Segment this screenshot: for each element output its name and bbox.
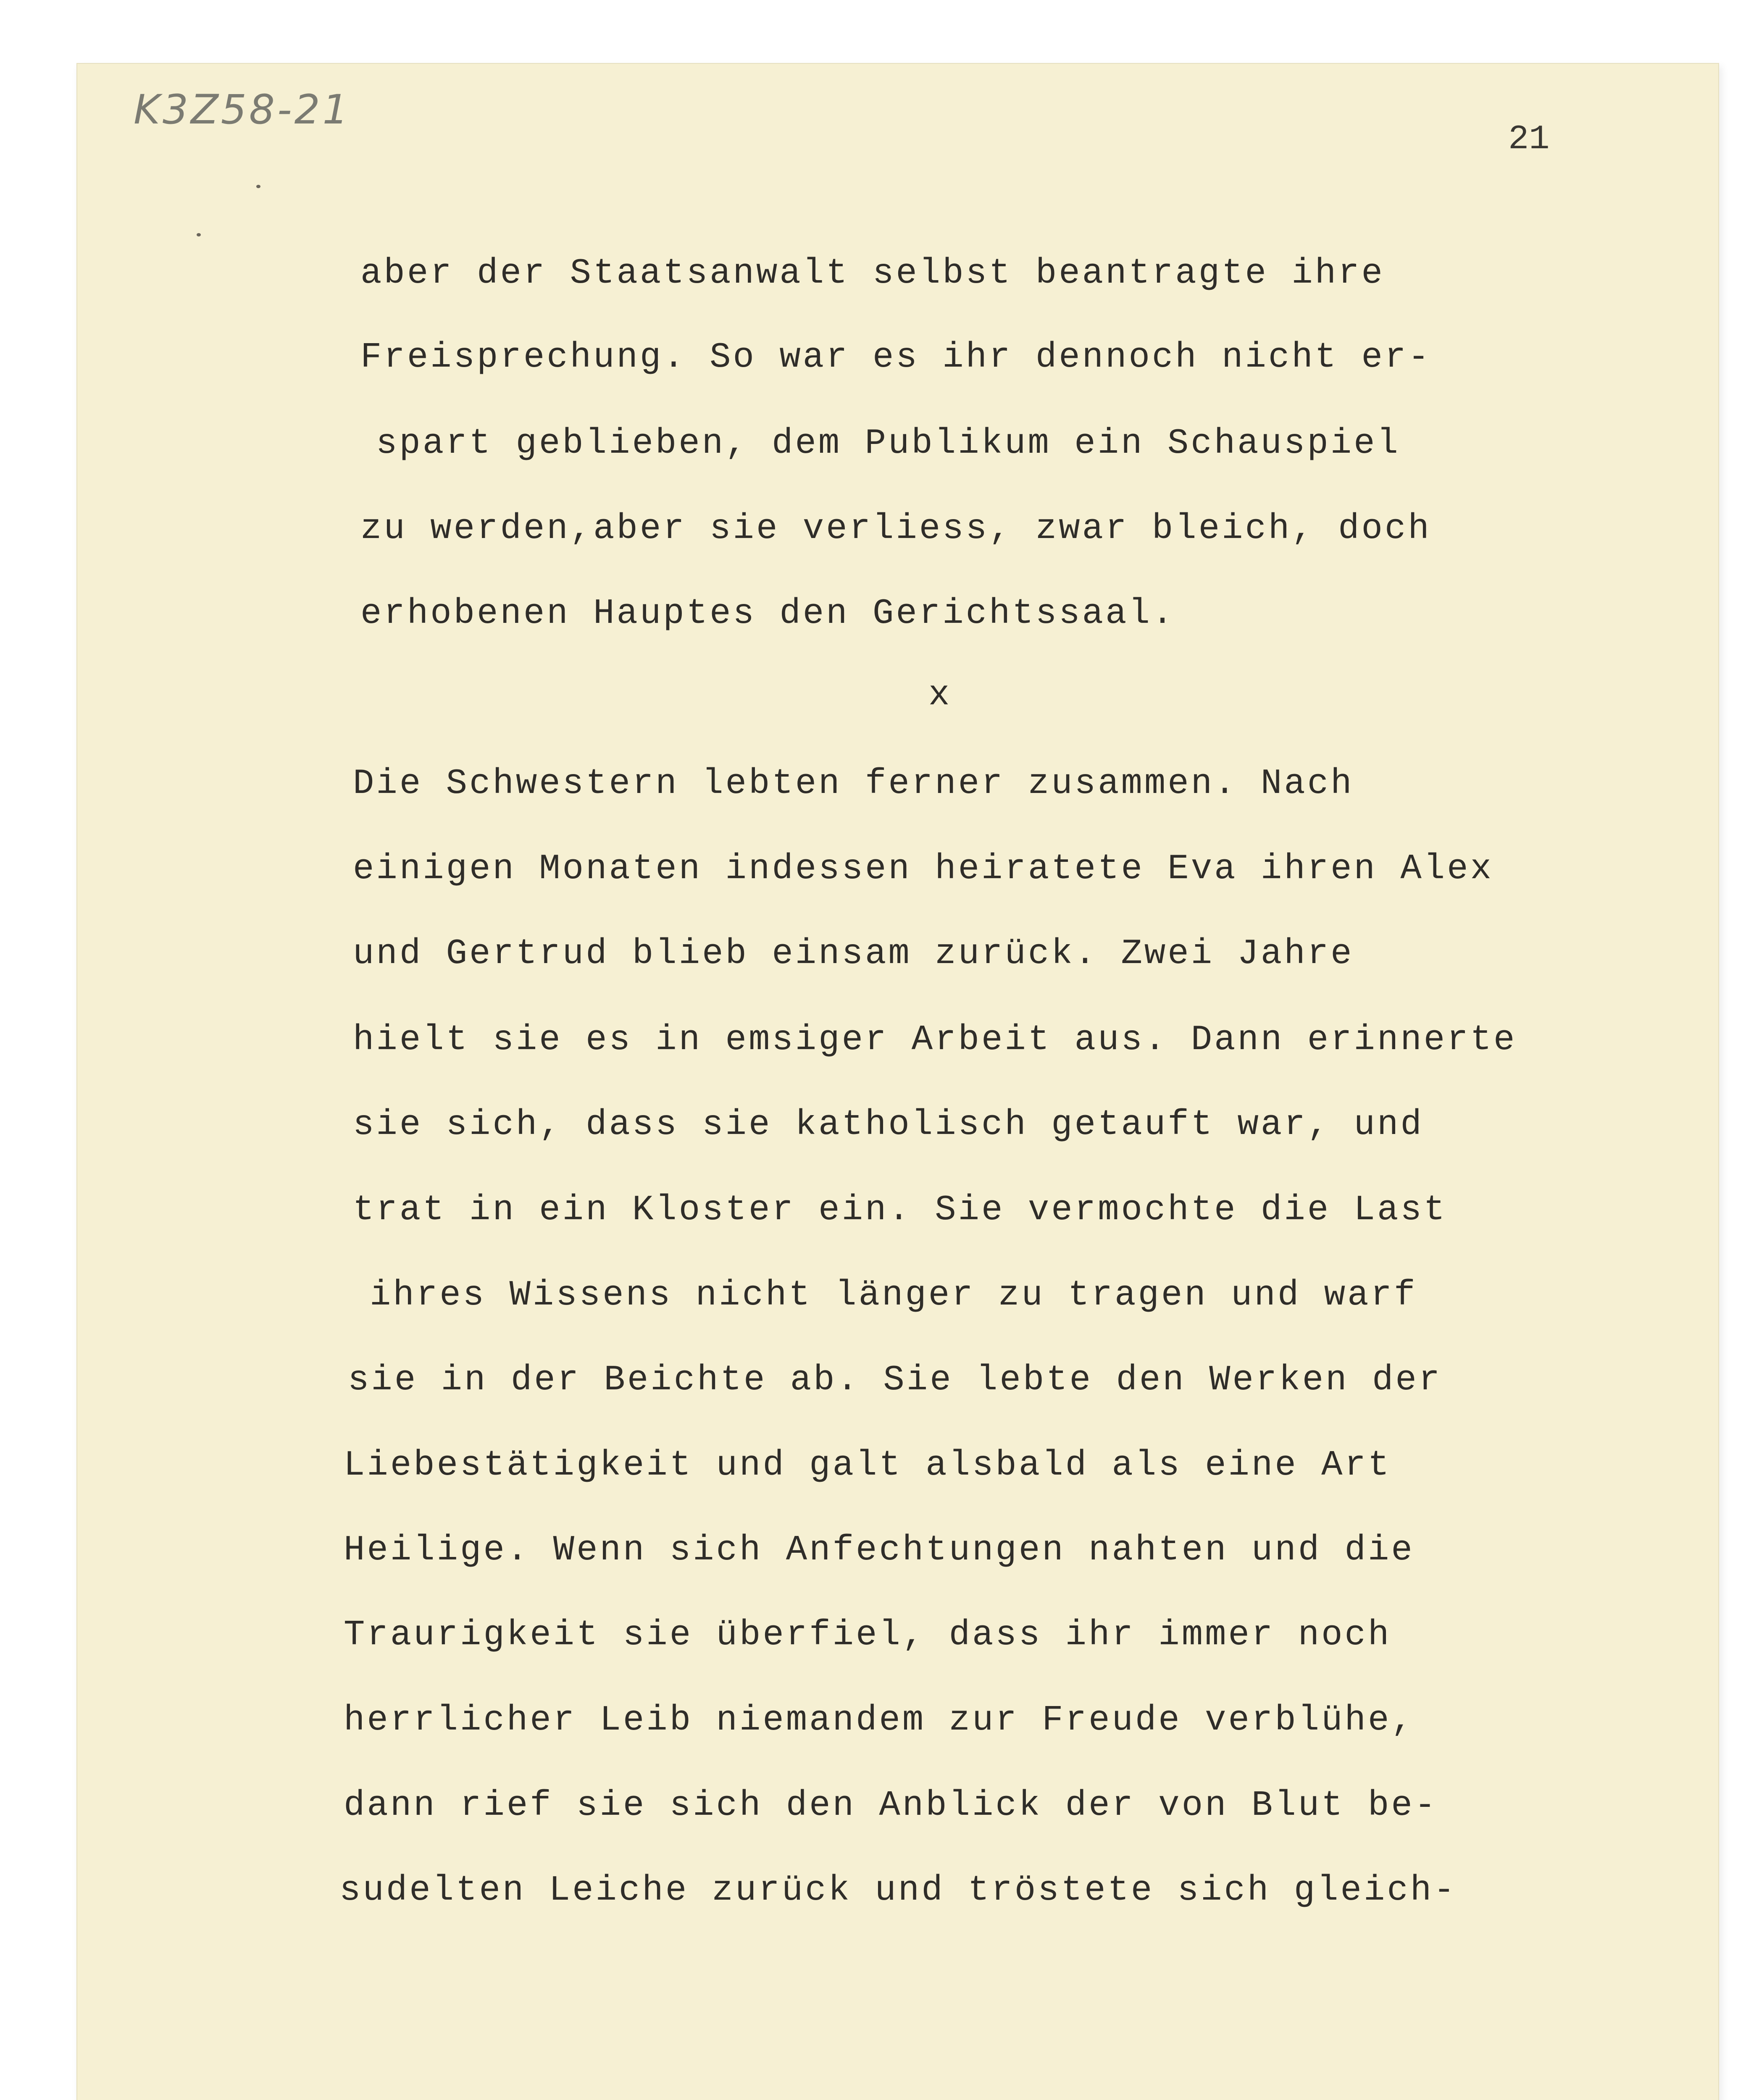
text-line: sie sich, dass sie katholisch getauft war, und — [353, 1105, 1424, 1145]
text-line: spart geblieben, dem Publikum ein Schauspiel — [376, 424, 1400, 464]
text-line: erhobenen Hauptes den Gerichtssaal. — [360, 594, 1175, 634]
section-mark: x — [928, 675, 950, 715]
text-line: hielt sie es in emsiger Arbeit aus. Dann erinnerte — [353, 1020, 1517, 1060]
text-line: trat in ein Kloster ein. Sie vermochte die Last — [353, 1190, 1447, 1230]
archive-mark: K3Z58-21 — [134, 86, 351, 133]
text-line: sudelten Leiche zurück und tröstete sich gleich- — [339, 1871, 1457, 1911]
text-line: Die Schwestern lebten ferner zusammen. Nach — [353, 764, 1354, 804]
text-line: ihres Wissens nicht länger zu tragen und warf — [370, 1276, 1417, 1315]
text-line: zu werden,aber sie verliess, zwar bleich, doch — [360, 509, 1431, 549]
text-line: herrlicher Leib niemandem zur Freude verblühe, — [344, 1701, 1415, 1740]
text-line: Freisprechung. So war es ihr dennoch nicht er- — [360, 338, 1431, 378]
text-line: aber der Staatsanwalt selbst beantragte ihre — [360, 254, 1385, 294]
text-line: Heilige. Wenn sich Anfechtungen nahten und die — [344, 1530, 1415, 1570]
text-line: sie in der Beichte ab. Sie lebte den Werken der — [348, 1360, 1442, 1400]
page-number: 21 — [1508, 120, 1550, 159]
text-line: und Gertrud blieb einsam zurück. Zwei Jahre — [353, 934, 1354, 974]
text-line: einigen Monaten indessen heiratete Eva ihren Alex — [353, 849, 1494, 889]
text-line: Traurigkeit sie überfiel, dass ihr immer noch — [344, 1615, 1391, 1655]
text-line: dann rief sie sich den Anblick der von Blut be- — [344, 1786, 1438, 1826]
text-line: Liebestätigkeit und galt alsbald als eine Art — [344, 1446, 1391, 1486]
